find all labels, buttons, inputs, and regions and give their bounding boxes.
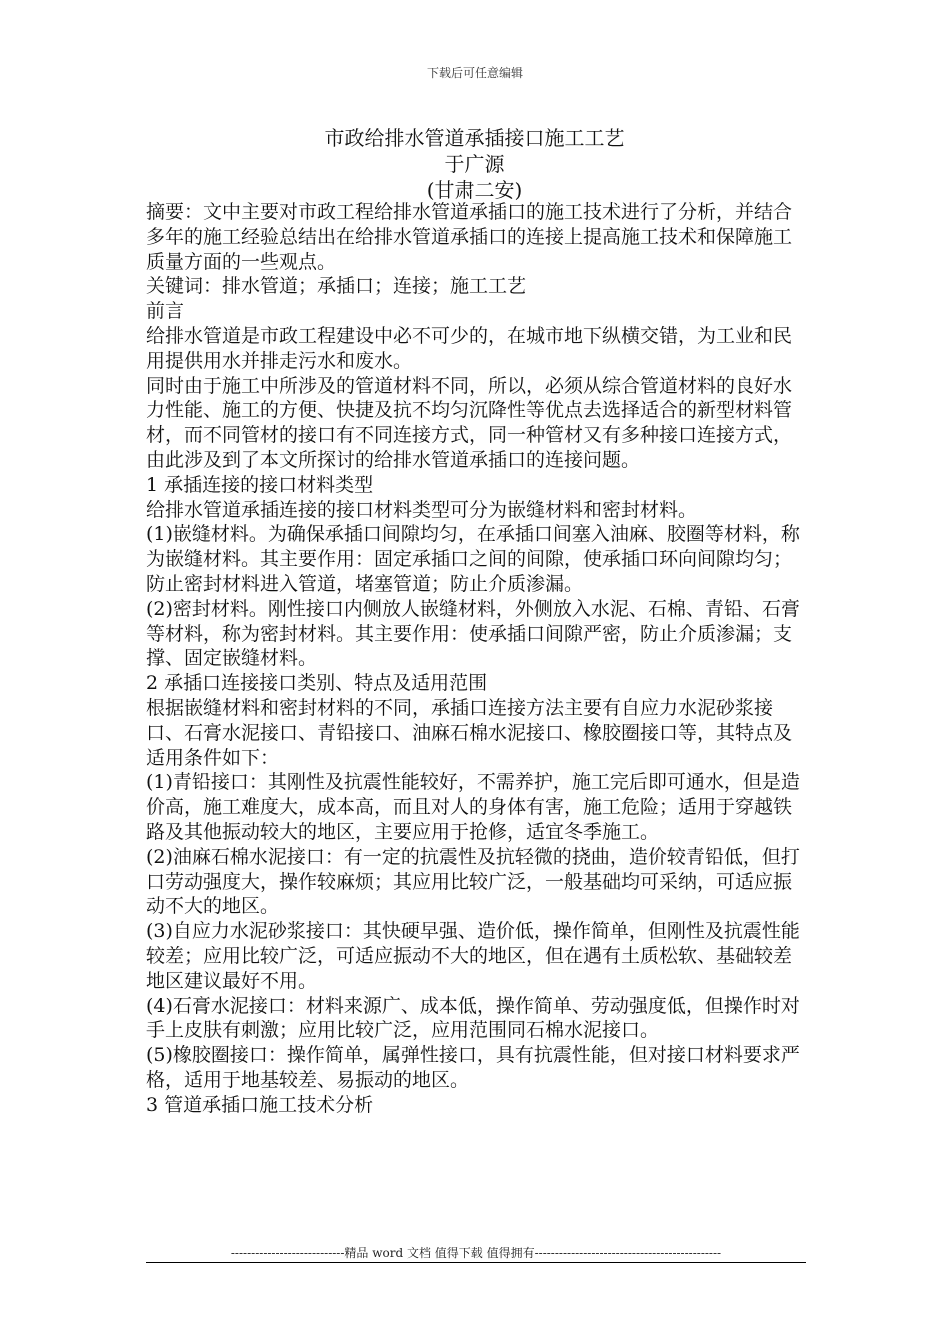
list-item: (1)青铅接口：其刚性及抗震性能较好，不需养护，施工完后即可通水，但是造价高，施工难度大，成本高，而且对人的身体有害，施工危险；适用于穿越铁路及其他振动较大的地区，主要应用于抢修，适宜冬季施工。: [146, 771, 800, 843]
list-item: (1)嵌缝材料。为确保承插口间隙均匀，在承插口间塞入油麻、胶圈等材料，称为嵌缝材料。其主要作用：固定承插口之间的间隙，使承插口环向间隙均匀；防止密封材料进入管道，堵塞管道；防止介质渗漏。: [146, 523, 800, 595]
section-heading-2: 2 承插口连接接口类别、特点及适用范围: [146, 672, 488, 695]
list-item: (3)自应力水泥砂浆接口：其快硬早强、造价低，操作简单，但刚性及抗震性能较差；应用比较广泛，可适应振动不大的地区，但在遇有土质松软、基础较差地区建议最好不用。: [146, 920, 800, 992]
page-header: 下载后可任意编辑: [426, 66, 523, 80]
section-heading-preface: 前言: [146, 300, 185, 323]
body-paragraph: 同时由于施工中所涉及的管道材料不同，所以，必须从综合管道材料的良好水力性能、施工的方便、快捷及抗不均匀沉降性等优点去选择适合的新型材料管材，而不同管材的接口有不同连接方式，同一种管材又有多种接口连接方式，由此涉及到了本文所探讨的给排水管道承插口的连接问题。: [146, 374, 793, 471]
body-paragraph: 给排水管道承插连接的接口材料类型可分为嵌缝材料和密封材料。: [146, 498, 698, 521]
list-item: (4)石膏水泥接口：材料来源广、成本低，操作简单、劳动强度低，但操作时对手上皮肤有刺激；应用比较广泛，应用范围同石棉水泥接口。: [146, 994, 800, 1042]
page-footer: ----------------------------精品 word 文档 值得下载 值得拥有----------------------------------------------: [230, 1246, 722, 1260]
body-paragraph: 给排水管道是市政工程建设中必不可少的，在城市地下纵横交错，为工业和民用提供用水并排走污水和废水。: [146, 324, 793, 372]
author-affiliation: (甘肃二安): [426, 178, 523, 202]
document-title: 市政给排水管道承插接口施工工艺: [324, 126, 625, 150]
list-item: (5)橡胶圈接口：操作简单，属弹性接口，具有抗震性能，但对接口材料要求严格，适用于地基较差、易振动的地区。: [146, 1044, 800, 1091]
list-item: (2)油麻石棉水泥接口：有一定的抗震性及抗轻微的挠曲，造价较青铅低，但打口劳动强度大，操作较麻烦；其应用比较广泛，一般基础均可采纳，可适应振动不大的地区。: [146, 845, 800, 918]
keywords: 关键词：排水管道；承插口；连接；施工工艺: [146, 275, 527, 298]
list-item: (2)密封材料。刚性接口内侧放人嵌缝材料，外侧放入水泥、石棉、青铅、石膏等材料，称为密封材料。其主要作用：使承插口间隙严密，防止介质渗漏；支撑、固定嵌缝材料。: [146, 597, 800, 670]
title-block: [146, 125, 803, 203]
body-paragraph: 根据嵌缝材料和密封材料的不同，承插口连接方法主要有自应力水泥砂浆接口、石膏水泥接口、青铅接口、油麻石棉水泥接口、橡胶圈接口等，其特点及适用条件如下：: [146, 696, 793, 769]
document-body: [146, 200, 806, 1117]
section-heading-3: 3 管道承插口施工技术分析: [146, 1093, 374, 1116]
footer-divider: [146, 1262, 806, 1263]
author-name: 于广源: [444, 152, 505, 176]
section-heading-1: 1 承插连接的接口材料类型: [146, 473, 374, 496]
abstract: 摘要：文中主要对市政工程给排水管道承插口的施工技术进行了分析，并结合多年的施工经验总结出在给排水管道承插口的连接上提高施工技术和保障施工质量方面的一些观点。: [146, 201, 793, 273]
